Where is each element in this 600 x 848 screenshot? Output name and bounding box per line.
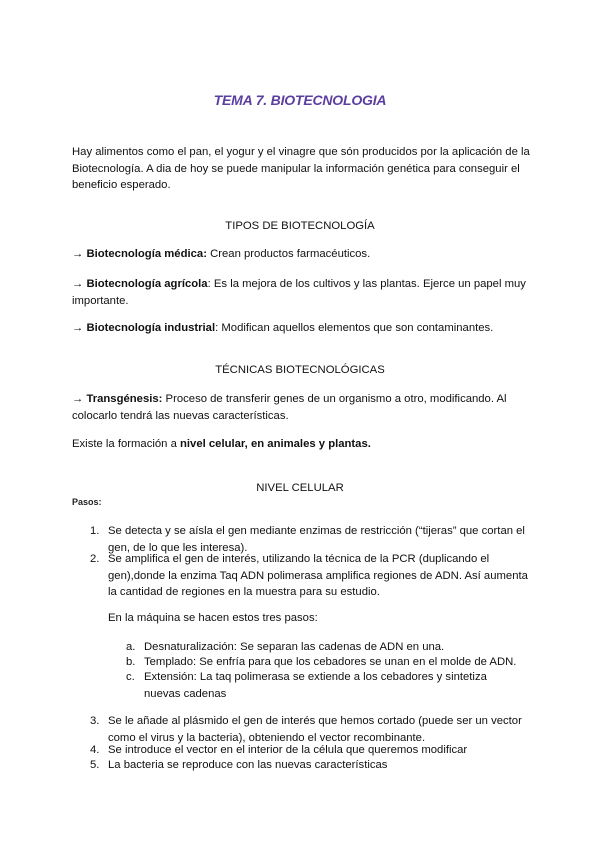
- transgenesis-desc: Proceso de transferir genes de un organismo a otro, modificando. Al colocarlo tendrá las nuevas características.: [72, 393, 507, 422]
- step-text: Se detecta y se aísla el gen mediante enzimas de restricción (“tijeras” que cortan el gen, de lo que les interesa).: [108, 525, 525, 554]
- step-text: Se amplifica el gen de interés, utilizando la técnica de la PCR (duplicando el gen),donde la enzima Taq ADN polimerasa amplifica regiones de ADN. Así aumenta la cantidad de regiones en la muestra para su estudio.: [108, 553, 528, 598]
- tipo-medica: [72, 246, 532, 263]
- document-title: TEMA 7. BIOTECNOLOGIA: [213, 92, 387, 108]
- existe-text: Existe la formación a: [72, 438, 180, 450]
- tipo-industrial: [72, 320, 532, 337]
- arrow-icon: →: [72, 322, 84, 334]
- existe-paragraph: [72, 436, 532, 453]
- section-heading-nivel: NIVEL CELULAR: [256, 482, 344, 494]
- tipo-term: Biotecnología agrícola: [86, 278, 208, 290]
- transgenesis-term: Transgénesis:: [86, 393, 163, 405]
- step-text: Se le añade al plásmido el gen de interés que hemos cortado (puede ser un vector como el virus y la bacteria), obteniendo el vector recombinante.: [108, 715, 522, 744]
- step-number: 4.: [90, 744, 100, 756]
- step-number: 3.: [90, 715, 100, 727]
- transgenesis-paragraph: [72, 391, 532, 424]
- section-heading-tipos: TIPOS DE BIOTECNOLOGÍA: [225, 220, 375, 232]
- tipo-desc: : Es la mejora de los cultivos y las plantas. Ejerce un papel muy importante.: [72, 278, 526, 307]
- arrow-icon: →: [72, 278, 84, 290]
- substep-text: Desnaturalización: Se separan las cadenas de ADN en una.: [144, 641, 445, 653]
- step-number: 1.: [90, 525, 100, 537]
- tipo-term: Biotecnología médica:: [86, 248, 207, 260]
- step-text: La bacteria se reproduce con las nuevas características: [108, 759, 388, 771]
- substep-text: Templado: Se enfría para que los cebadores se unan en el molde de ADN.: [144, 656, 517, 668]
- arrow-icon: →: [72, 248, 84, 260]
- intro-paragraph: Hay alimentos como el pan, el yogur y el vinagre que són producidos por la aplicación de la Biotecnología. A dia de hoy se puede manipular la información genética para conseguir el beneficio esperado.: [72, 146, 530, 191]
- section-heading-tecnicas: TÉCNICAS BIOTECNOLÓGICAS: [215, 364, 385, 376]
- tipo-desc: Crean productos farmacéuticos.: [206, 248, 371, 260]
- substep-text: Extensión: La taq polimerasa se extiende a los cebadores y sintetiza nuevas cadenas: [144, 671, 487, 700]
- existe-bold: nivel celular, en animales y plantas.: [180, 438, 371, 450]
- step-number: 2.: [90, 553, 100, 565]
- substep-letter: c.: [126, 671, 135, 683]
- step-number: 5.: [90, 759, 100, 771]
- maquina-text: En la máquina se hacen estos tres pasos:: [108, 612, 318, 624]
- tipo-desc: : Modifican aquellos elementos que son contaminantes.: [215, 322, 494, 334]
- tipo-agricola: [72, 276, 532, 309]
- step-text: Se introduce el vector en el interior de la célula que queremos modificar: [108, 744, 468, 756]
- substep-letter: a.: [126, 641, 136, 653]
- pasos-label: Pasos:: [72, 497, 102, 507]
- arrow-icon: →: [72, 393, 84, 405]
- substep-letter: b.: [126, 656, 136, 668]
- tipo-term: Biotecnología industrial: [86, 322, 216, 334]
